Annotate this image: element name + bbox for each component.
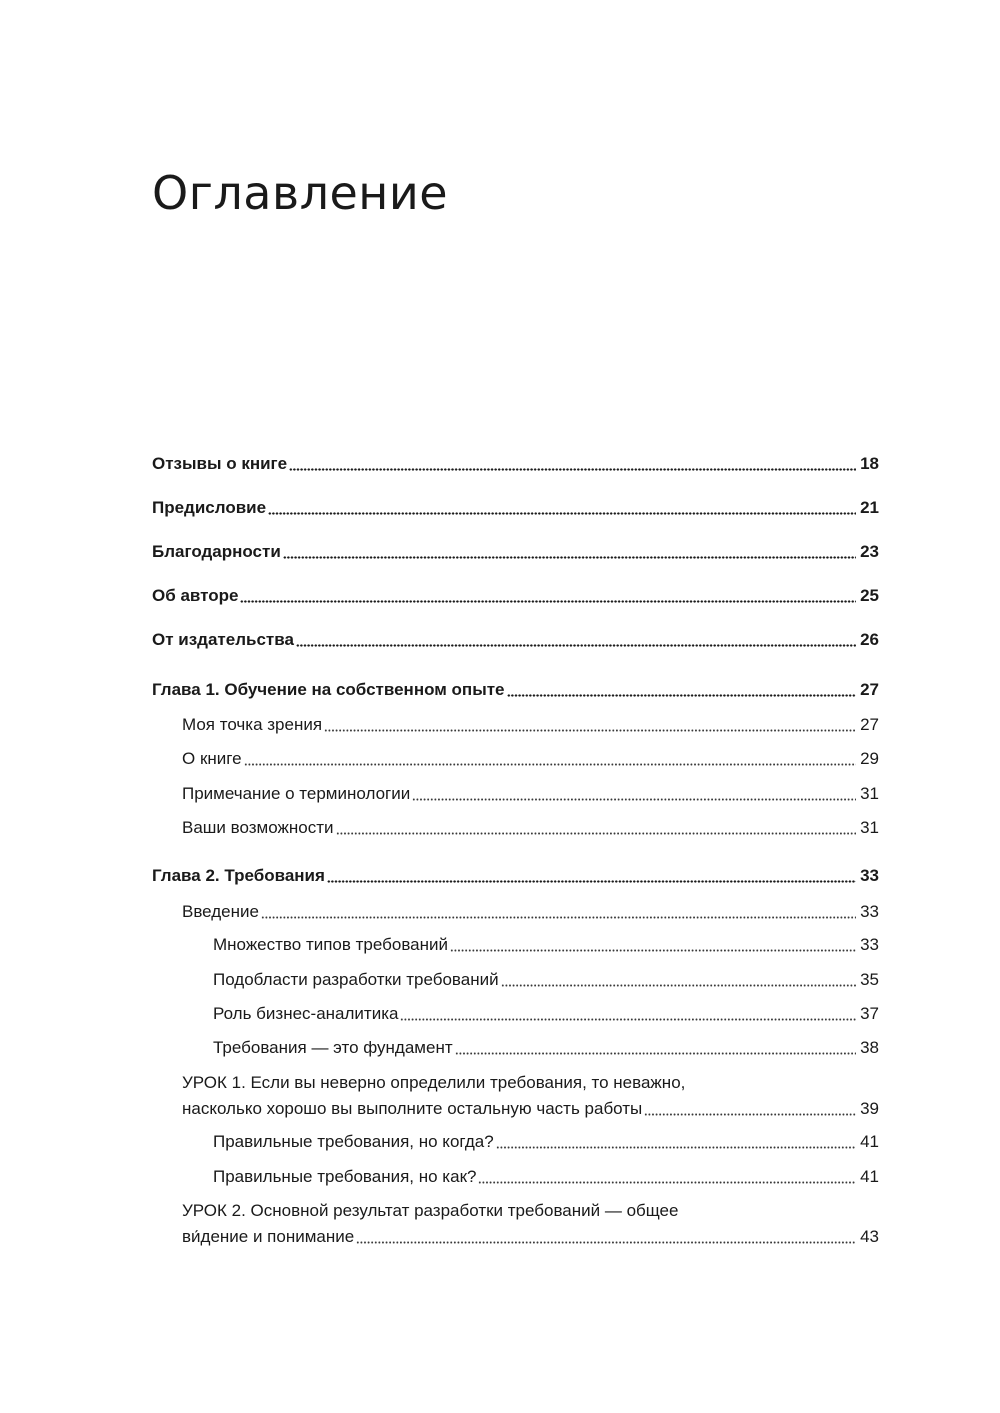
toc-page-number: 23 [860,542,879,561]
toc-entry-label: Требования — это фундамент [213,1035,453,1061]
toc-leader-dots [412,781,856,807]
toc-page-number: 18 [860,454,879,473]
toc-leader-dots [283,539,856,565]
toc-entry-label: Подобласти разработки требований [213,967,499,993]
toc-leader-dots [450,932,856,958]
toc-leader-dots [244,746,857,772]
toc-page-number: 33 [860,902,879,921]
toc-entry-label-line1: УРОК 2. Основной результат разработки требований — общее [182,1201,679,1220]
toc-entry-label: ви́дение и понимание [182,1224,354,1250]
toc-leader-dots [478,1164,856,1190]
toc-entry-label: Множество типов требований [213,932,448,958]
toc-page-number: 39 [860,1099,879,1118]
toc-entry-label-line1: УРОК 1. Если вы неверно определили требования, то неважно, [182,1073,686,1092]
toc-page-number: 21 [860,498,879,517]
toc-page-number: 43 [860,1227,879,1246]
toc-entry-label: О книге [182,746,242,772]
toc-entry-label: Моя точка зрения [182,712,322,738]
toc-entry-label: Благодарности [152,539,281,565]
toc-leader-dots [400,1001,856,1027]
toc-page-number: 33 [860,866,879,885]
toc-entry-label: Отзывы о книге [152,451,287,477]
toc-leader-dots [324,712,856,738]
toc-leader-dots [261,899,856,925]
toc-leader-dots [240,583,856,609]
toc-leader-dots [644,1096,856,1122]
toc-leader-dots [296,627,856,653]
toc-page-number: 37 [860,1004,879,1023]
toc-entry-label: Роль бизнес-аналитика [213,1001,398,1027]
toc-entry-label: Глава 2. Требования [152,863,325,889]
toc-page-number: 31 [860,818,879,837]
toc-leader-dots [356,1224,856,1250]
toc-page-number: 35 [860,970,879,989]
toc-leader-dots [501,967,856,993]
page-title: Оглавление [152,166,449,220]
toc-page-number: 27 [860,680,879,699]
toc-entry-label: Правильные требования, но когда? [213,1129,494,1155]
toc-leader-dots [289,451,856,477]
toc-page-number: 38 [860,1038,879,1057]
toc-leader-dots [496,1129,856,1155]
toc-entry-label: насколько хорошо вы выполните остальную часть работы [182,1096,642,1122]
toc-entry-label: Об авторе [152,583,238,609]
toc-leader-dots [455,1035,856,1061]
toc-page-number: 27 [860,715,879,734]
toc-page-number: 33 [860,935,879,954]
toc-leader-dots [507,677,857,703]
toc-page-number: 31 [860,784,879,803]
toc-entry-label: Правильные требования, но как? [213,1164,476,1190]
toc-entry-label: Введение [182,899,259,925]
toc-page-number: 41 [860,1167,879,1186]
toc-page-number: 29 [860,749,879,768]
toc-entry-label: Примечание о терминологии [182,781,410,807]
toc-entry-label: Глава 1. Обучение на собственном опыте [152,677,505,703]
toc-entry-label: От издательства [152,627,294,653]
toc-entry-label: Ваши возможности [182,815,334,841]
toc-page-number: 25 [860,586,879,605]
toc-entry-label: Предисловие [152,495,266,521]
toc-leader-dots [327,863,856,889]
toc-page-number: 41 [860,1132,879,1151]
toc-leader-dots [268,495,856,521]
toc-page-number: 26 [860,630,879,649]
toc-leader-dots [336,815,857,841]
